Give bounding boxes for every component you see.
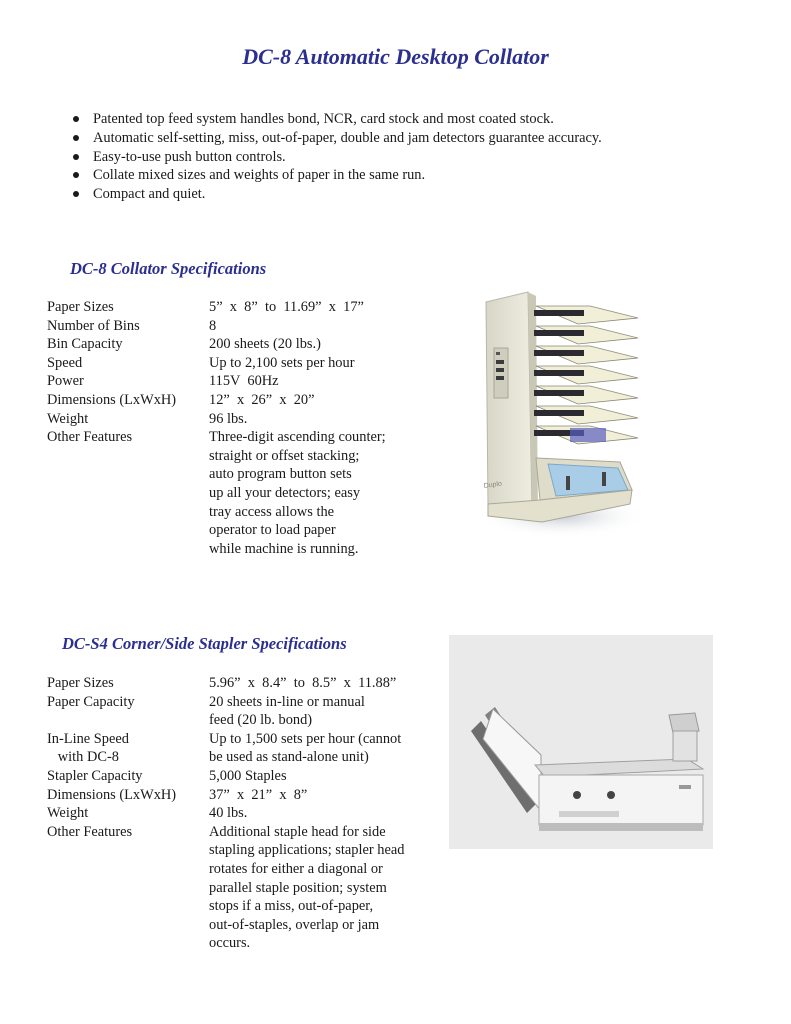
spec-row: [47, 916, 404, 935]
spec-row: [47, 860, 404, 879]
spec-label: Weight: [47, 805, 89, 822]
feature-item: Automatic self-setting, miss, out-of-paper, double and jam detectors guarantee accuracy.: [72, 129, 602, 148]
spec-value: 115V 60Hz: [209, 373, 279, 390]
spec-label: Bin Capacity: [47, 336, 123, 353]
spec-label: [47, 879, 209, 898]
spec-row: [47, 711, 404, 730]
spec-label: Paper Capacity: [47, 693, 135, 710]
spec-row: [47, 748, 404, 767]
spec-row: [47, 503, 386, 522]
collator-photo: [470, 290, 650, 542]
spec-value: 37” x 21” x 8”: [209, 786, 308, 803]
spec-value: 12” x 26” x 20”: [209, 391, 315, 408]
feature-item: Easy-to-use push button controls.: [72, 148, 602, 167]
spec-row: [47, 335, 386, 354]
spec-label: Number of Bins: [47, 317, 140, 334]
spec-row: [47, 465, 386, 484]
spec-label: [47, 897, 209, 916]
spec-row: [47, 540, 386, 559]
spec-label: with DC-8: [47, 749, 119, 766]
spec-row: [47, 410, 386, 429]
feature-item: Collate mixed sizes and weights of paper in the same run.: [72, 166, 602, 185]
spec-value: 5,000 Staples: [209, 767, 287, 784]
stapler-specs-heading: DC-S4 Corner/Side Stapler Specifications: [62, 634, 347, 653]
spec-value: rotates for either a diagonal or: [209, 860, 383, 877]
stapler-specs-table: [47, 674, 404, 953]
spec-row: [47, 823, 404, 842]
spec-row: [47, 674, 404, 693]
spec-label: [47, 916, 209, 935]
spec-value: 20 sheets in-line or manual: [209, 693, 365, 710]
spec-label: Paper Sizes: [47, 299, 114, 315]
spec-row: [47, 804, 404, 823]
spec-value: up all your detectors; easy: [209, 484, 361, 501]
spec-label: [47, 484, 209, 503]
spec-value: parallel staple position; system: [209, 879, 387, 896]
spec-label: [47, 711, 209, 730]
spec-row: [47, 354, 386, 373]
spec-label: Paper Sizes: [47, 675, 114, 691]
spec-row: [47, 317, 386, 336]
spec-value: 8: [209, 317, 217, 334]
spec-row: [47, 372, 386, 391]
collator-specs-heading: DC-8 Collator Specifications: [70, 259, 267, 278]
spec-value: auto program button sets: [209, 466, 352, 483]
spec-row: [47, 391, 386, 410]
spec-label: Other Features: [47, 429, 133, 446]
spec-label: Dimensions (LxWxH): [47, 391, 177, 408]
spec-label: In-Line Speed: [47, 730, 129, 747]
spec-label: [47, 447, 209, 466]
spec-label: [47, 540, 209, 559]
spec-value: Additional staple head for side: [209, 823, 386, 840]
spec-value: 96 lbs.: [209, 410, 248, 427]
spec-value: Up to 2,100 sets per hour: [209, 354, 355, 371]
spec-label: Dimensions (LxWxH): [47, 786, 177, 803]
spec-label: [47, 860, 209, 879]
spec-row: [47, 428, 386, 447]
stapler-photo: [449, 635, 713, 849]
spec-label: [47, 521, 209, 540]
spec-label: Weight: [47, 410, 89, 427]
spec-value: 200 sheets (20 lbs.): [209, 336, 321, 353]
spec-label: [47, 465, 209, 484]
spec-value: while machine is running.: [209, 540, 359, 557]
spec-row: [47, 447, 386, 466]
spec-value: feed (20 lb. bond): [209, 712, 313, 729]
spec-row: [47, 693, 404, 712]
spec-value: out-of-staples, overlap or jam: [209, 916, 380, 933]
feature-list: [72, 110, 602, 204]
spec-value: stops if a miss, out-of-paper,: [209, 898, 374, 915]
spec-row: [47, 730, 404, 749]
page-title: DC-8 Automatic Desktop Collator: [242, 44, 549, 69]
spec-value: be used as stand-alone unit): [209, 749, 369, 766]
spec-label: [47, 934, 209, 953]
spec-value: operator to load paper: [209, 522, 336, 539]
spec-value: Three-digit ascending counter;: [209, 429, 386, 446]
spec-row: [47, 484, 386, 503]
spec-label: Stapler Capacity: [47, 767, 143, 784]
spec-label: [47, 841, 209, 860]
spec-label: Other Features: [47, 823, 133, 840]
spec-value: 5” x 8” to 11.69” x 17”: [209, 299, 364, 315]
spec-row: [47, 897, 404, 916]
spec-row: [47, 767, 404, 786]
collator-specs-table: [47, 298, 386, 558]
spec-row: [47, 934, 404, 953]
spec-label: [47, 503, 209, 522]
spec-value: straight or offset stacking;: [209, 447, 360, 464]
spec-label: Power: [47, 373, 84, 390]
spec-row: [47, 841, 404, 860]
collator-logo: Duplo: [483, 480, 503, 490]
spec-label: Speed: [47, 354, 83, 371]
spec-row: [47, 786, 404, 805]
spec-value: Up to 1,500 sets per hour (cannot: [209, 730, 402, 747]
spec-value: stapling applications; stapler head: [209, 842, 405, 859]
feature-item: Patented top feed system handles bond, NCR, card stock and most coated stock.: [72, 110, 602, 129]
spec-value: 5.96” x 8.4” to 8.5” x 11.88”: [209, 675, 397, 691]
spec-row: [47, 521, 386, 540]
spec-value: 40 lbs.: [209, 805, 248, 822]
spec-value: occurs.: [209, 935, 251, 952]
spec-row: [47, 298, 386, 317]
spec-value: tray access allows the: [209, 503, 335, 520]
feature-item: Compact and quiet.: [72, 185, 602, 204]
spec-row: [47, 879, 404, 898]
